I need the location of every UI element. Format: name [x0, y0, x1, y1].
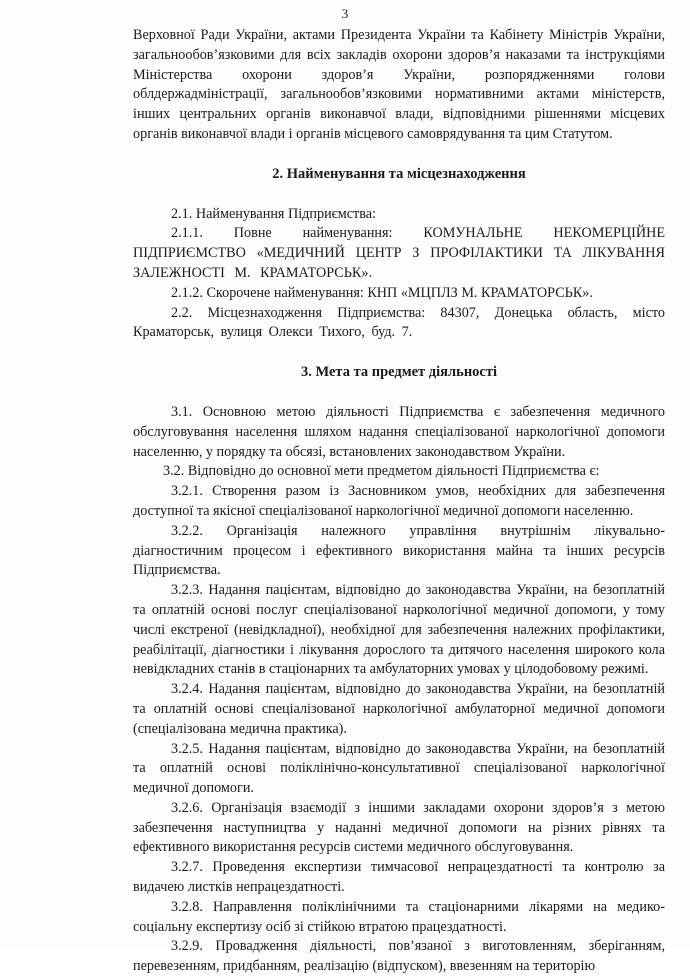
paragraph-3-2: 3.2. Відповідно до основної мети предметом діяльності Підприємства є:	[163, 463, 600, 480]
section-2-heading: 2. Найменування та місцезнаходження	[272, 165, 526, 182]
section-3-heading: 3. Мета та предмет діяльності	[300, 364, 498, 381]
paragraph-3-1: 3.1. Основною метою діяльності Підприємства є забезпечення медичного обслуговування населення шляхом надання спеціалізованої наркологічної допомоги населенню, у порядку та обсязі, встановлених законодавством України.	[133, 403, 665, 460]
paragraph-2-1-2: 2.1.2. Скорочене найменування: КНП «МЦПЛЗ М. КРАМАТОРСЬК».	[171, 284, 593, 301]
paragraph-3-2-9: 3.2.9. Провадження діяльності, пов’язаної з виготовленням, зберіганням, перевезенням, придбанням, реалізацію (відпуском), ввезенням на територію	[133, 938, 665, 975]
paragraph-3-2-1: 3.2.1. Створення разом із Засновником умов, необхідних для забезпечення доступної та якісної спеціалізованої наркологічної медичної допомоги населенню.	[133, 483, 665, 519]
paragraph-3-2-2: 3.2.2. Організація належного управління внутрішнім лікувально-діагностичним процесом і ефективного використання майна та інших ресурсів Підприємства.	[133, 522, 665, 579]
paragraph-3-2-4: 3.2.4. Надання пацієнтам, відповідно до законодавства України, на безоплатній та оплатній основі спеціалізованої наркологічної амбулаторної медичної допомоги (спеціалізована медична практика).	[133, 681, 665, 737]
document-body	[133, 26, 665, 977]
paragraph-2-2: 2.2. Місцезнаходження Підприємства: 84307, Донецька область, місто Краматорськ, вулиця Олекси Тихого, буд. 7.	[133, 304, 665, 341]
paragraph-3-2-6: 3.2.6. Організація взаємодії з іншими закладами охорони здоров’я з метою забезпечення наступництва у наданні медичної допомоги на різних рівнях та ефективного використання ресурсів системи медичного обслуговування.	[133, 799, 665, 856]
intro-paragraph: Верховної Ради України, актами Президента України та Кабінету Міністрів України, загальнообов’язковими для всіх закладів охорони здоров’я наказами та інструкціями Міністерства охорони здоров’я України, розпорядженнями голови облдержадміністрації, загальнообов’язковими нормативними актами міністерств, інших центральних органів виконавчої влади, відповідними рішеннями місцевих органів виконавчої влади і органів місцевого самоврядування та цим Статутом.	[133, 27, 665, 142]
paragraph-3-2-7: 3.2.7. Проведення експертизи тимчасової непрацездатності та контролю за видачею листків непрацездатності.	[133, 859, 665, 896]
paragraph-3-2-5: 3.2.5. Надання пацієнтам, відповідно до законодавства України, на безоплатній та оплатній основі поліклінічно-консультативної спеціалізованої наркологічної медичної допомоги.	[133, 740, 665, 797]
paragraph-3-2-3: 3.2.3. Надання пацієнтам, відповідно до законодавства України, на безоплатній та оплатній основі послуг спеціалізованої наркологічної медичної допомоги, у тому числі екстреної (невідкладної), необхідної для забезпечення належних профілактики, реабілітації, діагностики і лікування дорослого та дитячого населення широкого кола невідкладних станів в стаціонарних та амбулаторних умовах у цілодобовому режимі.	[133, 582, 665, 678]
paragraph-2-1-1: 2.1.1. Повне найменування: КОМУНАЛЬНЕ НЕКОМЕРЦІЙНЕ ПІДПРИЄМСТВО «МЕДИЧНИЙ ЦЕНТР З ПРОФІЛАКТИКИ ТА ЛІКУВАННЯ ЗАЛЕЖНОСТІ М. КРАМАТОРСЬК».	[133, 225, 665, 281]
page-number: 3	[341, 6, 349, 21]
paragraph-3-2-8: 3.2.8. Направлення поліклінічними та стаціонарними лікарями на медико-соціальну експертизу осіб зі стійкою втратою працездатності.	[133, 898, 665, 935]
paragraph-2-1: 2.1. Найменування Підприємства:	[171, 205, 376, 222]
